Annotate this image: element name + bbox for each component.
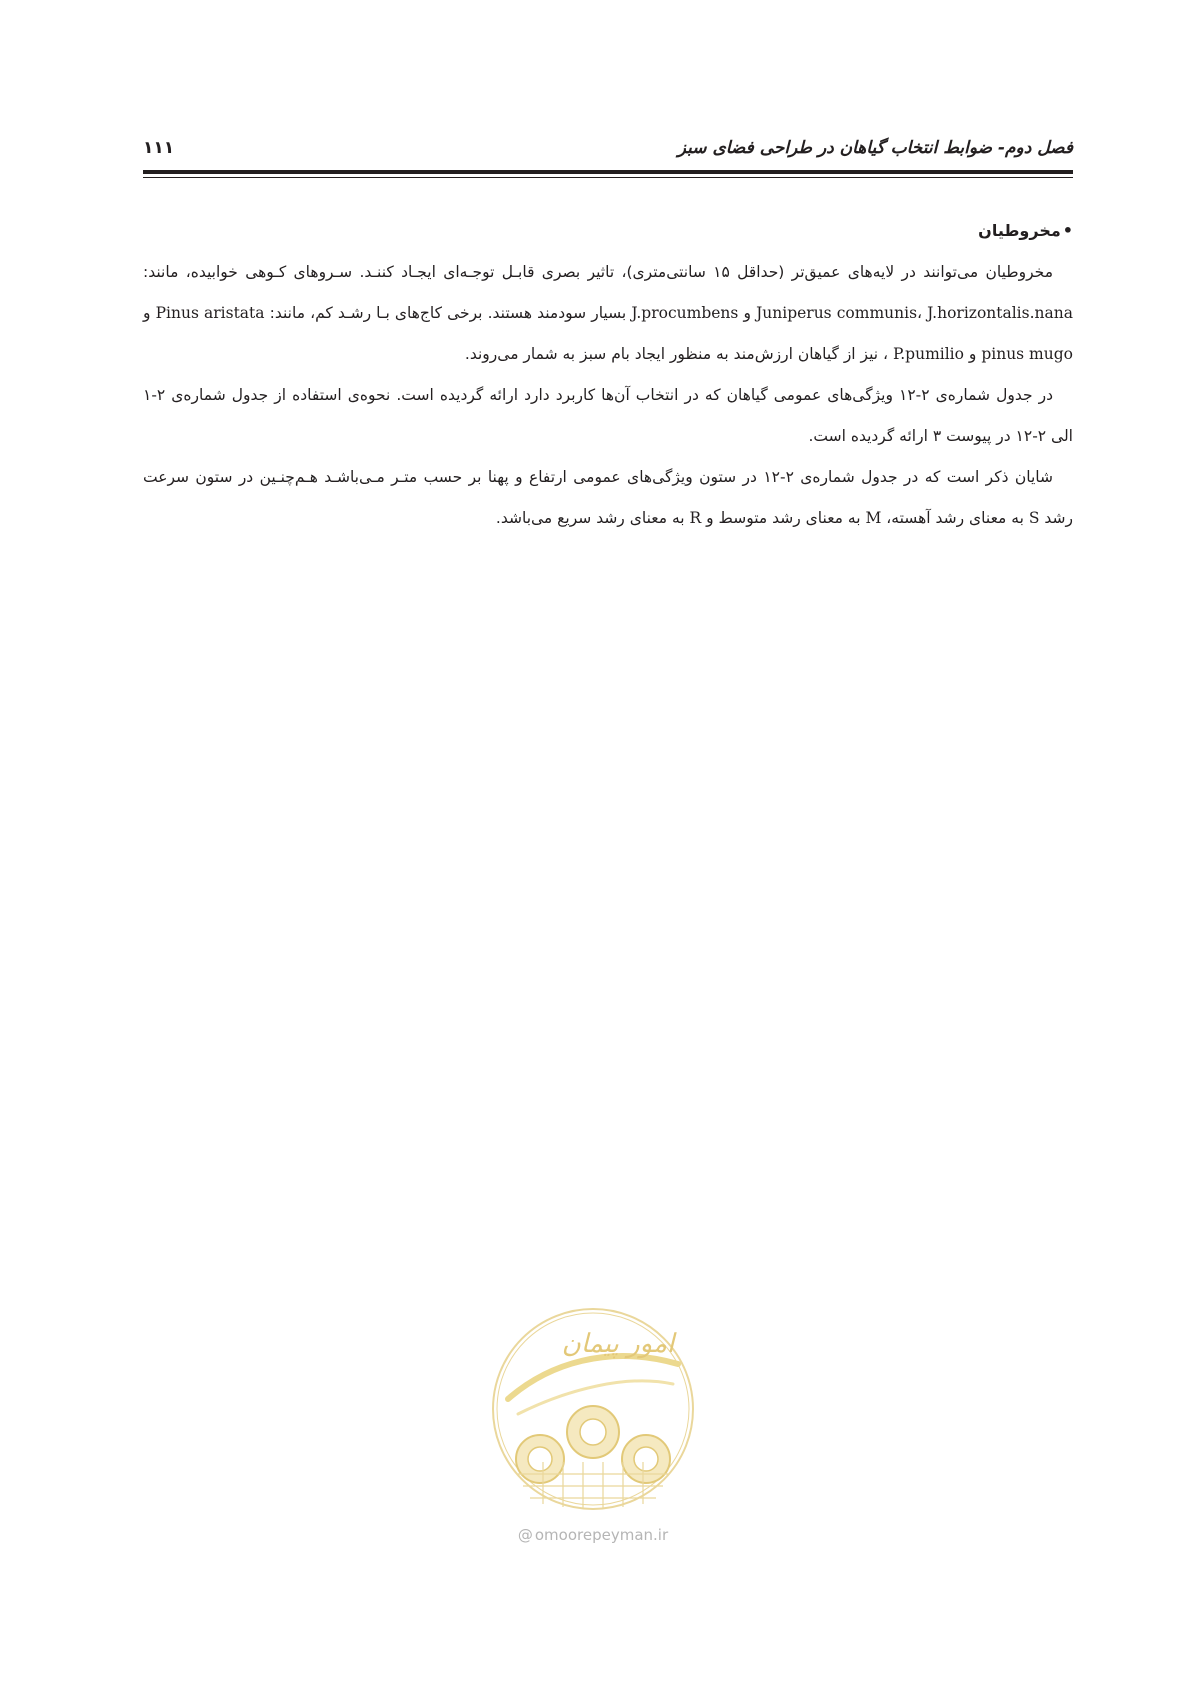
watermark-logo-text: امور پیمان xyxy=(561,1329,675,1359)
p2-text: در جدول شماره‌ی ۲-۱۲ ویژگی‌های عمومی گیاهان که در انتخاب آن‌ها کاربرد دارد ارائه گردیده است. نحوه‌ی استفاده از جدول شماره‌ی ۲-۱ الی ۲-۱۲ در پیوست ۳ ارائه گردیده است. xyxy=(143,386,1073,445)
p1-line3-text-d: ، نیز از گیاهان ارزش‌مند به منظور ایجاد بام سبز به شمار می‌روند. xyxy=(464,345,893,363)
p3-text-a: شایان ذکر است که در جدول شماره‌ی ۲-۱۲ در ستون ویژگی‌های عمومی ارتفاع و پهنا بر حسب متـر مـی‌باشـد هـم‌چنـین در ستون سرعت رشد xyxy=(143,468,1073,527)
species-p-pumilio: P.pumilio xyxy=(892,345,964,363)
growth-code-s: S xyxy=(1028,509,1040,527)
chapter-title: فصل دوم- ضوابط انتخاب گیاهان در طراحی فضای سبز xyxy=(677,138,1073,158)
paragraph-table-reference xyxy=(143,375,1073,457)
species-pinus-mugo: pinus mugo xyxy=(981,345,1073,363)
species-j-horizontalis-nana: J.horizontalis.nana xyxy=(927,304,1073,322)
page-number: ۱۱۱ xyxy=(143,138,175,158)
growth-code-r: R xyxy=(689,509,702,527)
header-rule-thick xyxy=(143,170,1073,174)
at-icon: @ xyxy=(517,1526,533,1544)
running-header xyxy=(143,138,1073,168)
p1-line3-text-b: و xyxy=(143,304,156,322)
species-juniperus-communis: Juniperus communis xyxy=(756,304,918,322)
paragraph-growth-legend xyxy=(143,457,1073,539)
species-pinus-aristata: Pinus aristata xyxy=(155,304,265,322)
body-text xyxy=(143,214,1073,539)
bullet-icon: • xyxy=(1062,221,1073,240)
p1-line2-text-b: و xyxy=(738,304,757,322)
watermark-url xyxy=(488,1526,698,1544)
section-heading xyxy=(143,214,1073,248)
watermark-logo-icon xyxy=(488,1304,698,1524)
p1-line2-text-c: بسیار سودمند هستند. برخی کاج‌های بـا رشـد xyxy=(337,304,632,322)
watermark-url-text: omoorepeyman.ir xyxy=(534,1526,669,1544)
p3-text-b: به معنای رشد آهسته، xyxy=(881,509,1029,527)
p3-text-d: به معنای رشد سریع می‌باشد. xyxy=(495,509,690,527)
paragraph-conifers: مخروطیان می‌توانند در لایه‌های عمیق‌تر (حداقل ۱۵ سانتی‌متری)، تاثیر بصری قابـل توجـه‌ای ایجـاد کننـد. سـروهای کـوهی خوابیده، مانند: Juniperus communis، J.horizontalis.nana و J.procumbens بسیار سودمند هستند. برخی کاج‌های بـا رشـد کم، مانند: Pinus aristata و pinus mugo و P.pumilio ، نیز از گیاهان ارزش‌مند به منظور ایجاد بام سبز به شمار می‌روند. xyxy=(143,263,1073,363)
p1-line2-text-a: خوابیده، مانند: xyxy=(143,263,238,281)
watermark xyxy=(488,1304,698,1554)
p1-line1: مخروطیان می‌توانند در لایه‌های عمیق‌تر (حداقل ۱۵ سانتی‌متری)، تاثیر بصری قابـل توجـه‌ای ایجـاد کننـد. سـروهای کـوهی xyxy=(245,263,1053,281)
growth-code-m: M xyxy=(865,509,882,527)
species-j-procumbens: J.procumbens xyxy=(631,304,739,322)
p3-text-c: به معنای رشد متوسط و xyxy=(701,509,866,527)
section-heading-text: مخروطیان xyxy=(978,221,1061,240)
p1-line3-text-a: کم، مانند: xyxy=(264,304,333,322)
p1-line3-text-c: و xyxy=(963,345,982,363)
header-rule-thin xyxy=(143,177,1073,178)
